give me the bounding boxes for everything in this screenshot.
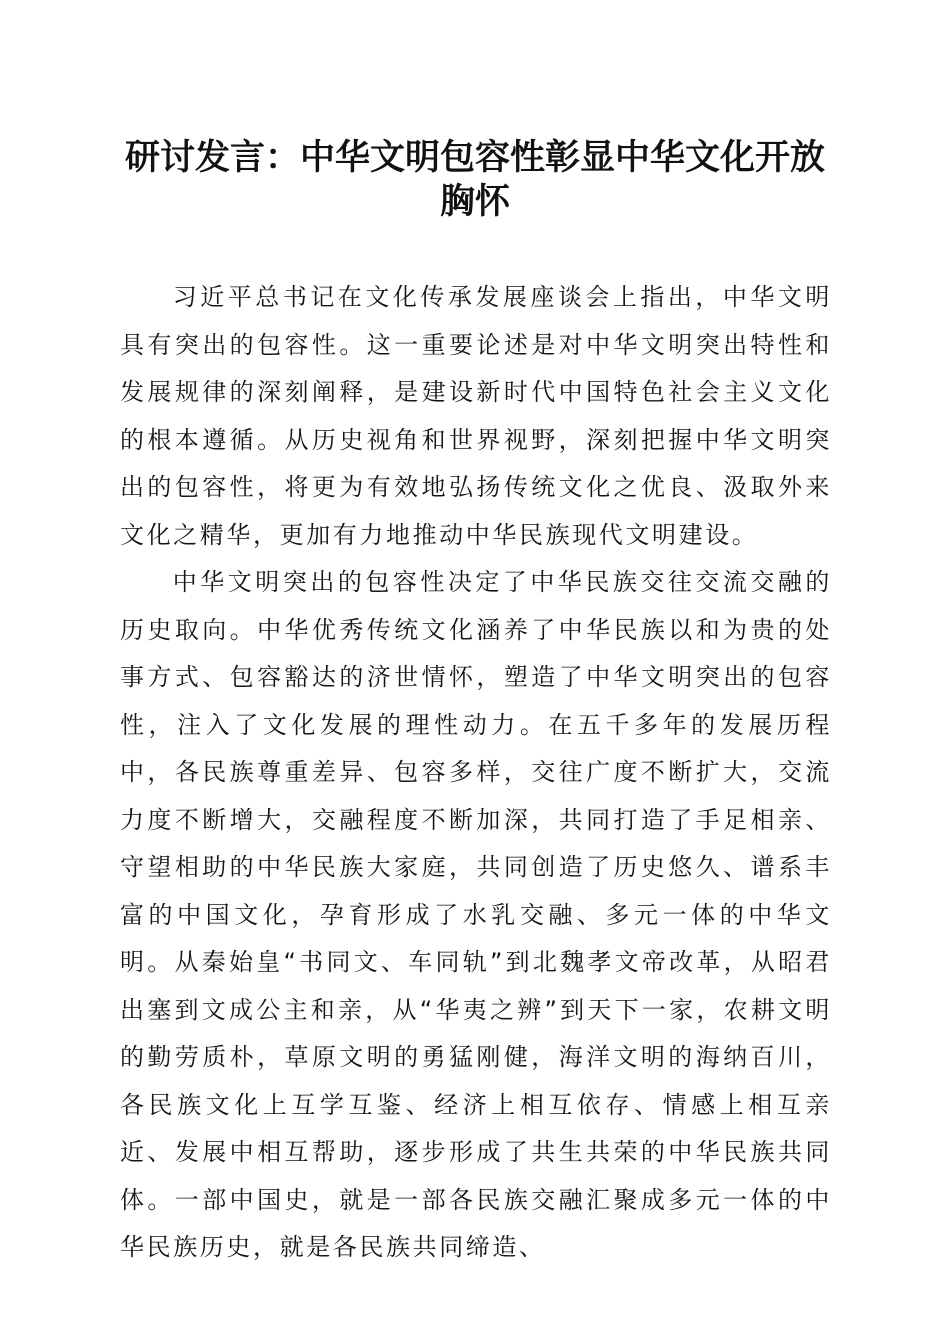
document-title	[100, 136, 850, 224]
paragraph-1: 习近平总书记在文化传承发展座谈会上指出，中华文明具有突出的包容性。这一重要论述是对中华文明突出特性和发展规律的深刻阐释，是建设新时代中国特色社会主义文化的根本遵循。从历史视角和世界视野，深刻把握中华文明突出的包容性，将更为有效地弘扬传统文化之优良、汲取外来文化之精华，更加有力地推动中华民族现代文明建设。	[120, 283, 832, 549]
title-line-2: 胸怀	[439, 181, 510, 222]
title-line-1: 研讨发言：中华文明包容性彰显中华文化开放	[124, 137, 825, 178]
document-body	[120, 274, 832, 1272]
paragraph-2: 中华文明突出的包容性决定了中华民族交往交流交融的历史取向。中华优秀传统文化涵养了中华民族以和为贵的处事方式、包容豁达的济世情怀，塑造了中华文明突出的包容性，注入了文化发展的理性动力。在五千多年的发展历程中，各民族尊重差异、包容多样，交往广度不断扩大，交流力度不断增大，交融程度不断加深，共同打造了手足相亲、守望相助的中华民族大家庭，共同创造了历史悠久、谱系丰富的中国文化，孕育形成了水乳交融、多元一体的中华文明。从秦始皇“书同文、车同轨”到北魏孝文帝改革，从昭君出塞到文成公主和亲，从“华夷之辨”到天下一家，农耕文明的勤劳质朴，草原文明的勇猛刚健，海洋文明的海纳百川，各民族文化上互学互鉴、经济上相互依存、情感上相互亲近、发展中相互帮助，逐步形成了共生共荣的中华民族共同体。一部中国史，就是一部各民族交融汇聚成多元一体的中华民族历史，就是各民族共同缔造、	[120, 568, 832, 1261]
